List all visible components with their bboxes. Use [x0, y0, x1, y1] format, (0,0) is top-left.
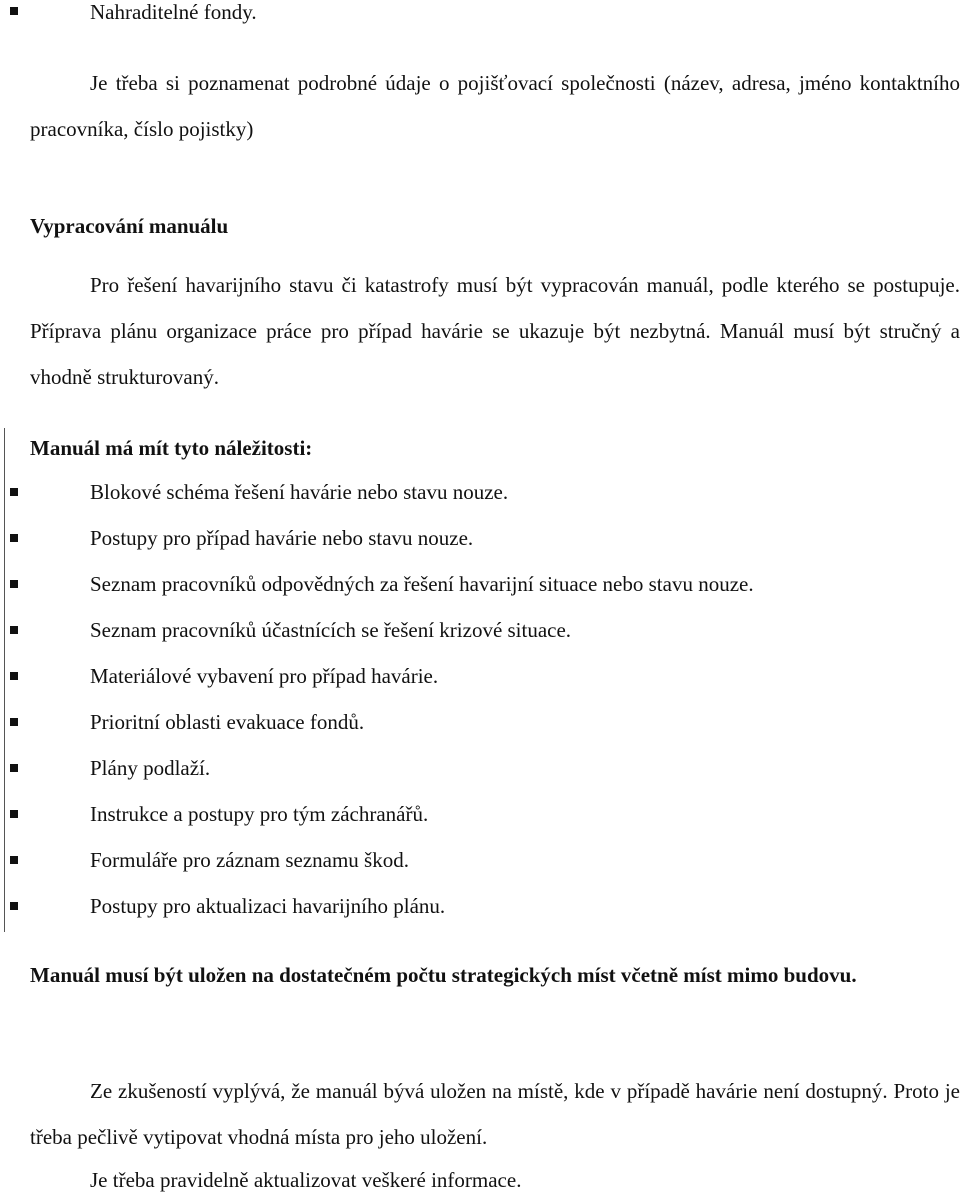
bullet-square-icon [10, 672, 18, 680]
bullet-square-icon [10, 7, 18, 15]
bullet-square-icon [10, 534, 18, 542]
requirement-item: Prioritní oblasti evakuace fondů. [90, 710, 365, 734]
bullet-square-icon [10, 626, 18, 634]
bullet-square-icon [10, 856, 18, 864]
top-bullet-text: Nahraditelné fondy. [90, 0, 257, 24]
bullet-square-icon [10, 764, 18, 772]
requirements-heading: Manuál má mít tyto náležitosti: [30, 436, 313, 460]
storage-note: Manuál musí být uložen na dostatečném počtu strategických míst včetně míst mimo budovu. [30, 963, 857, 987]
bullet-square-icon [10, 902, 18, 910]
bullet-square-icon [10, 718, 18, 726]
requirement-item: Seznam pracovníků účastnících se řešení krizové situace. [90, 618, 572, 642]
insurance-note: Je třeba si poznamenat podrobné údaje o pojišťovací společnosti (název, adresa, jméno kontaktního pracovníka, číslo pojistky) [30, 71, 960, 141]
requirement-item: Plány podlaží. [90, 756, 211, 780]
experience-note: Ze zkušeností vyplývá, že manuál bývá uložen na místě, kde v případě havárie není dostupný. Proto je třeba pečlivě vytipovat vhodná místa pro jeho uložení. [30, 1079, 960, 1149]
requirement-item: Formuláře pro záznam seznamu škod. [90, 848, 409, 872]
manual-heading: Vypracování manuálu [30, 214, 229, 238]
update-note: Je třeba pravidelně aktualizovat veškeré informace. [90, 1168, 522, 1192]
requirement-item: Postupy pro případ havárie nebo stavu nouze. [90, 526, 474, 550]
requirement-item: Postupy pro aktualizaci havarijního plánu. [90, 894, 446, 918]
bullet-square-icon [10, 580, 18, 588]
requirement-item: Seznam pracovníků odpovědných za řešení havarijní situace nebo stavu nouze. [90, 572, 754, 596]
bullet-square-icon [10, 488, 18, 496]
requirement-item: Instrukce a postupy pro tým záchranářů. [90, 802, 429, 826]
manual-paragraph: Pro řešení havarijního stavu či katastrofy musí být vypracován manuál, podle kterého se postupuje. Příprava plánu organizace práce pro případ havárie se ukazuje být nezbytná. Manuál musí být stručný a vhodně strukturovaný. [30, 273, 960, 389]
requirement-item: Materiálové vybavení pro případ havárie. [90, 664, 439, 688]
bullet-square-icon [10, 810, 18, 818]
margin-rule [4, 428, 5, 932]
requirement-item: Blokové schéma řešení havárie nebo stavu nouze. [90, 480, 509, 504]
